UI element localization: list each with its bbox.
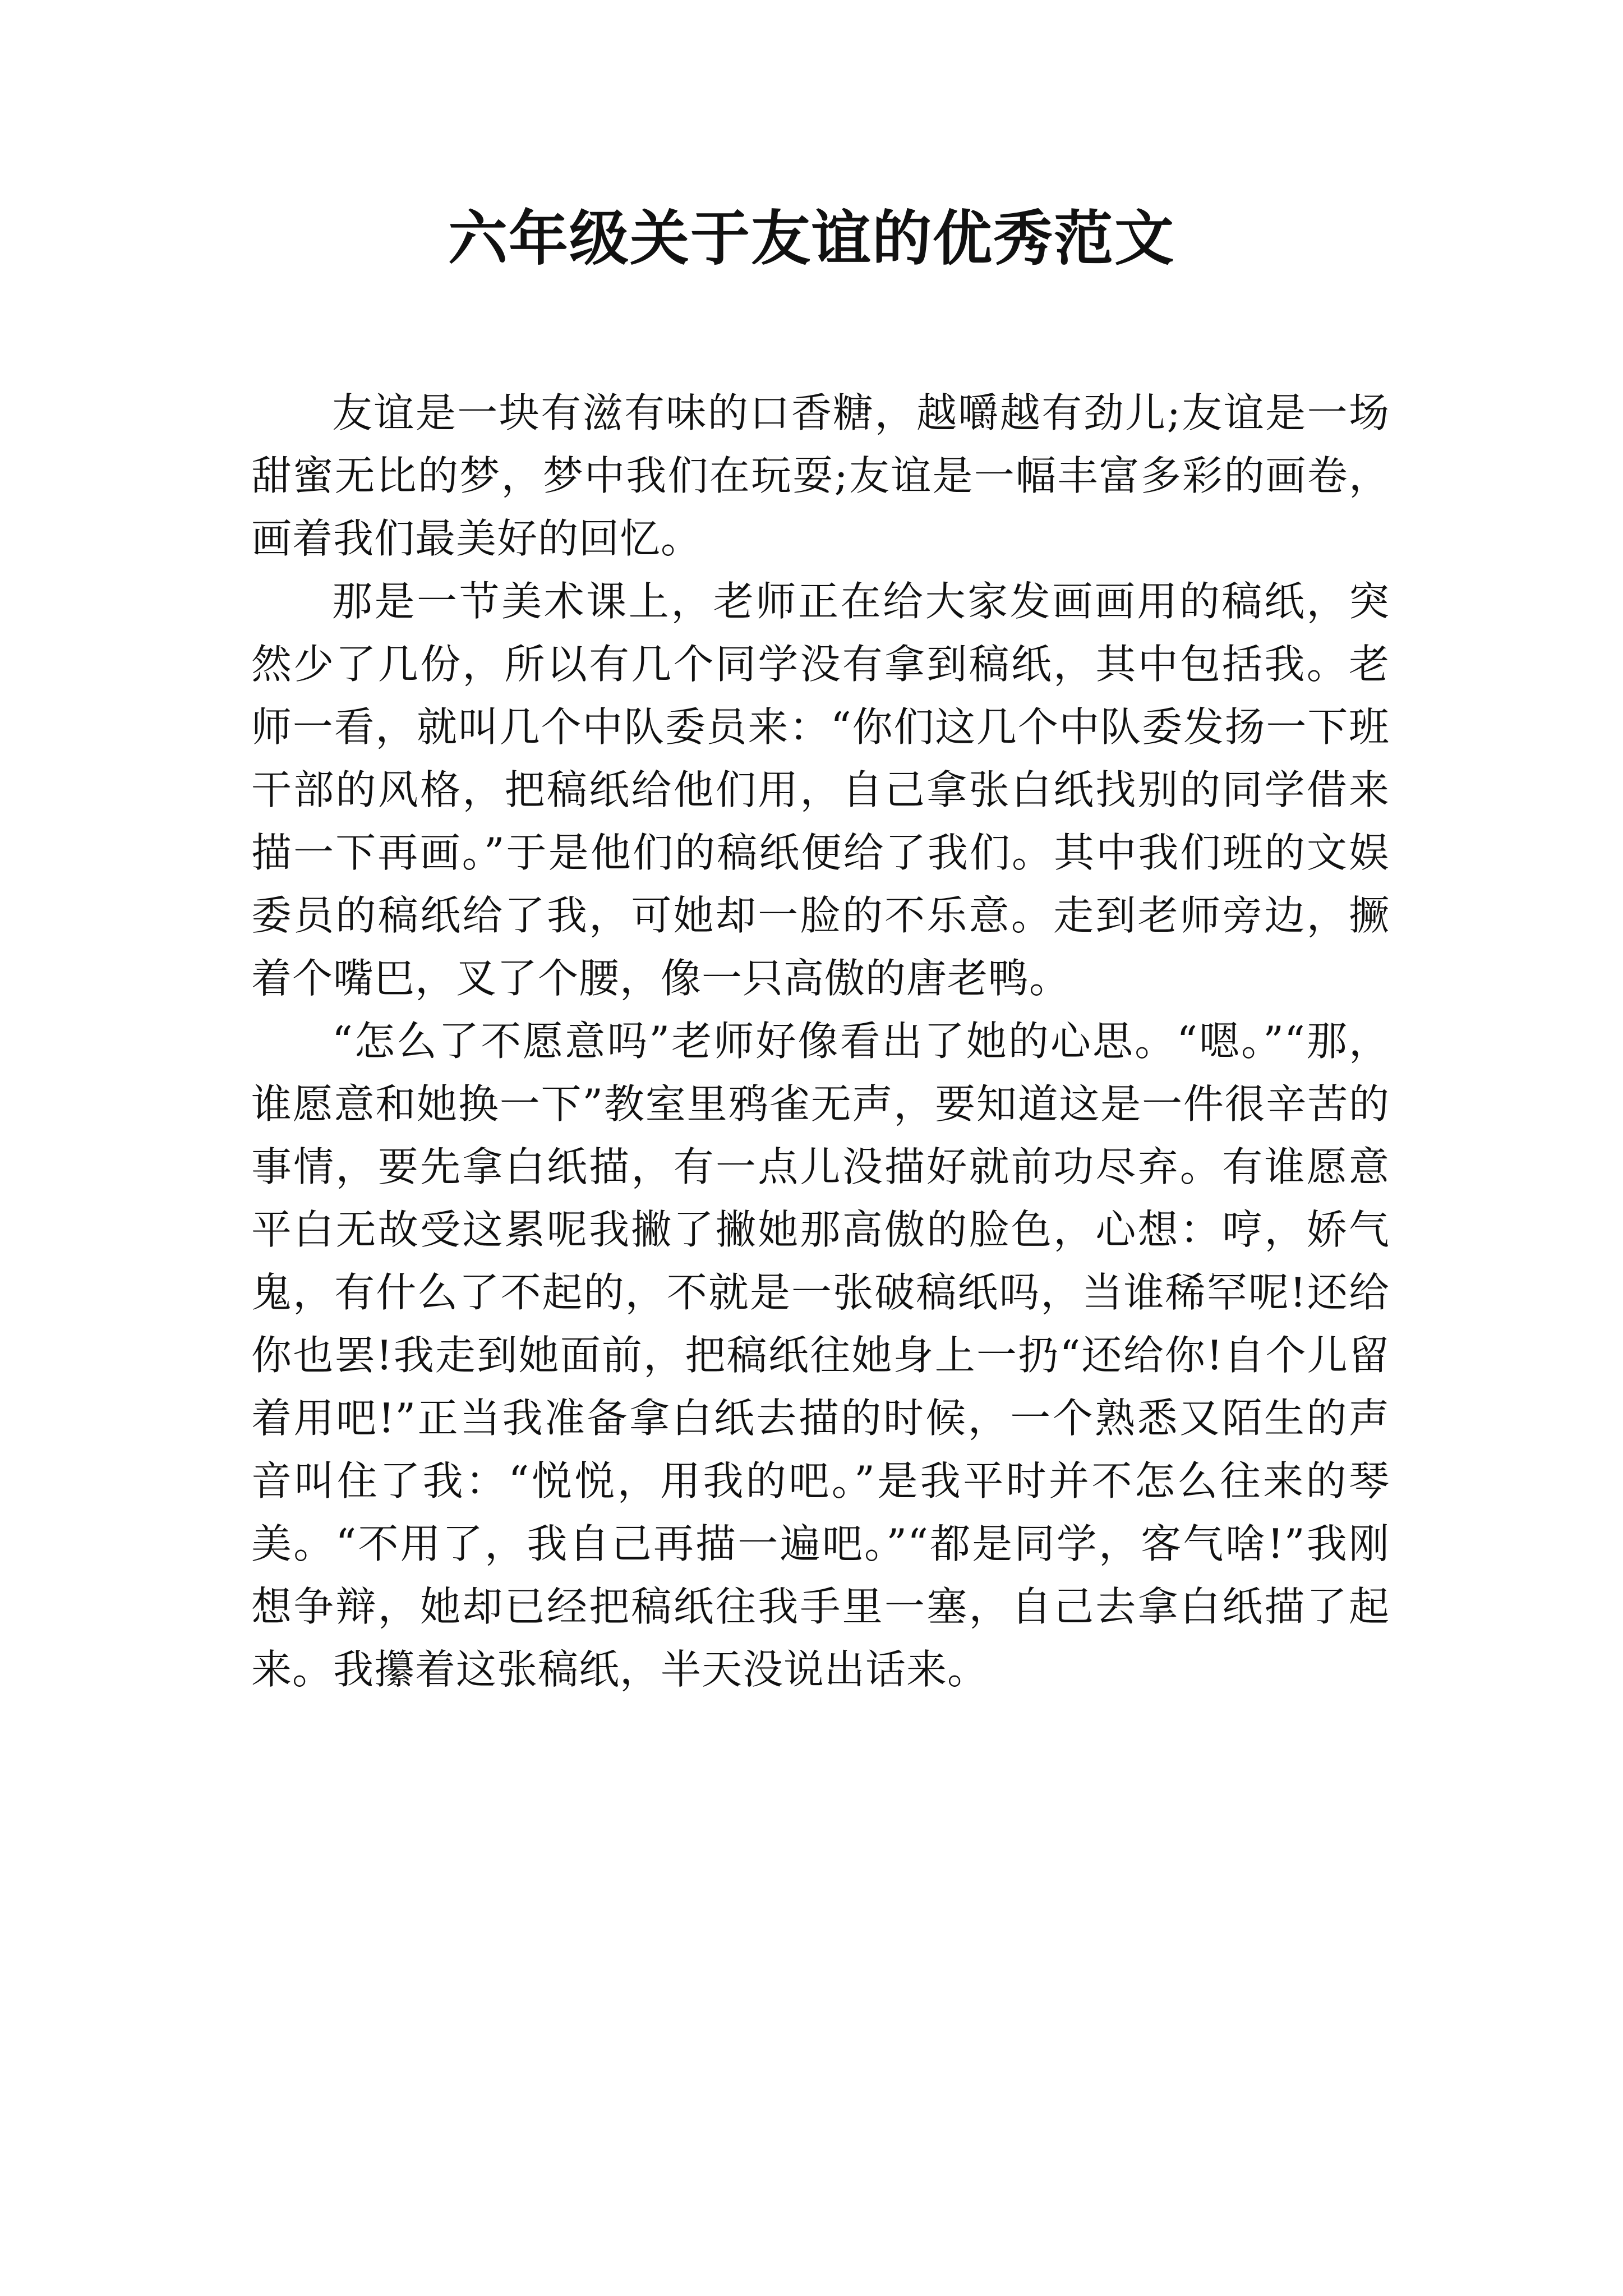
paragraph-2: 那是一节美术课上，老师正在给大家发画画用的稿纸，突然少了几份，所以有几个同学没有拿到稿纸，其中包括我。老师一看，就叫几个中队委员来：“你们这几个中队委发扬一下班干部的风格，把稿纸给他们用，自己拿张白纸找别的同学借来描一下再画。”于是他们的稿纸便给了我们。其中我们班的文娱委员的稿纸给了我，可她却一脸的不乐意。走到老师旁边，撅着个嘴巴，叉了个腰，像一只高傲的唐老鸭。 [251, 578, 1390, 1002]
document-body [251, 381, 1390, 1701]
paragraph-1: 友谊是一块有滋有味的口香糖，越嚼越有劲儿;友谊是一场甜蜜无比的梦，梦中我们在玩耍;友谊是一幅丰富多彩的画卷，画着我们最美好的回忆。 [251, 389, 1390, 562]
paragraph-3: “怎么了不愿意吗”老师好像看出了她的心思。“嗯。”“那，谁愿意和她换一下”教室里鸦雀无声，要知道这是一件很辛苦的事情，要先拿白纸描，有一点儿没描好就前功尽弃。有谁愿意平白无故受这累呢我撇了撇她那高傲的脸色，心想：哼，娇气鬼，有什么了不起的，不就是一张破稿纸吗，当谁稀罕呢!还给你也罢!我走到她面前，把稿纸往她身上一扔“还给你!自个儿留着用吧!”正当我准备拿白纸去描的时候，一个熟悉又陌生的声音叫住了我：“悦悦，用我的吧。”是我平时并不怎么往来的琴美。“不用了，我自己再描一遍吧。”“都是同学，客气啥!”我刚想争辩，她却已经把稿纸往我手里一塞，自己去拿白纸描了起来。我攥着这张稿纸，半天没说出话来。 [251, 1018, 1390, 1693]
document-title: 六年级关于友谊的优秀范文 [448, 203, 1175, 273]
